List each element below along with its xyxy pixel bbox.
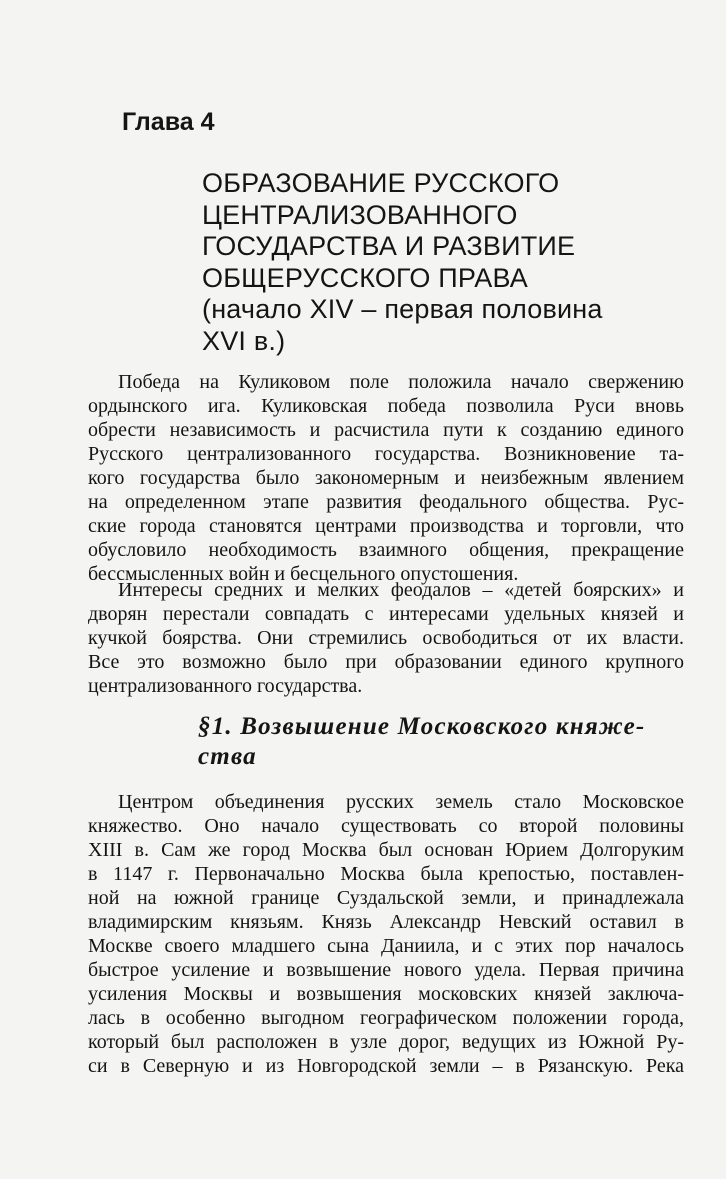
chapter-title-line: (начало XIV – первая половина [202, 294, 603, 324]
section-heading-line: §1. Возвышение Московского княже- [198, 713, 646, 740]
chapter-title-line: XVI в.) [202, 325, 286, 356]
chapter-title-line: ОБРАЗОВАНИЕ РУССКОГО [202, 168, 560, 198]
text-line: Центром объединения русских земель стало Московское [118, 791, 684, 813]
text-line: XIII в. Сам же город Москва был основан Юрием Долгоруким [88, 839, 684, 861]
text-line: кучкой боярства. Они стремились освободиться от их власти. [88, 627, 684, 649]
chapter-label: Глава 4 [122, 108, 215, 136]
text-line: обусловило необходимость взаимного общения, прекращение [88, 539, 684, 561]
text-line: Все это возможно было при образовании единого крупного [88, 651, 684, 673]
chapter-title-line: ГОСУДАРСТВА И РАЗВИТИЕ [202, 231, 576, 261]
text-line: Русского централизованного государства. Возникновение та- [88, 443, 684, 465]
text-line: ские города становятся центрами производства и торговли, что [88, 515, 684, 537]
text-line: владимирским князьям. Князь Александр Невский оставил в [88, 911, 684, 933]
text-line: ной на южной границе Суздальской земли, и принадлежала [88, 887, 684, 909]
text-line: обрести независимость и расчистила пути к созданию единого [88, 419, 684, 441]
text-line: на определенном этапе развития феодального общества. Рус- [88, 491, 684, 513]
paragraph-2 [88, 578, 684, 698]
text-line: си в Северную и из Новгородской земли – в Рязанскую. Река [88, 1055, 684, 1077]
text-line: быстрое усиление и возвышение нового удела. Первая причина [88, 959, 684, 981]
paragraph-3 [88, 790, 684, 1078]
text-line: лась в особенно выгодном географическом положении города, [88, 1007, 684, 1029]
text-line: Победа на Куликовом поле положила начало свержению [118, 371, 684, 393]
text-line: Интересы средних и мелких феодалов – «детей боярских» и [118, 579, 684, 601]
paragraph-1 [88, 370, 684, 586]
text-line: Москве своего младшего сына Даниила, и с этих пор началось [88, 935, 684, 957]
text-line: усиления Москвы и возвышения московских князей заключа- [88, 983, 684, 1005]
text-line: который был расположен в узле дорог, ведущих из Южной Ру- [88, 1031, 684, 1053]
text-line: в 1147 г. Первоначально Москва была крепостью, поставлен- [88, 863, 684, 885]
text-line: княжество. Оно начало существовать со второй половины [88, 815, 684, 837]
text-line: централизованного государства. [88, 675, 363, 697]
chapter-title-line: ЦЕНТРАЛИЗОВАННОГО [202, 199, 518, 230]
text-line: бессмысленных войн и бесцельного опустошения. [88, 563, 519, 585]
text-line: ордынского ига. Куликовская победа позволила Руси вновь [88, 395, 684, 417]
section-heading [198, 712, 678, 772]
section-heading-line: ства [198, 743, 257, 770]
text-line: дворян перестали совпадать с интересами удельных князей и [88, 603, 684, 625]
text-line: кого государства было закономерным и неизбежным явлением [88, 467, 684, 489]
chapter-title [202, 168, 672, 357]
chapter-title-line: ОБЩЕРУССКОГО ПРАВА [202, 262, 528, 293]
